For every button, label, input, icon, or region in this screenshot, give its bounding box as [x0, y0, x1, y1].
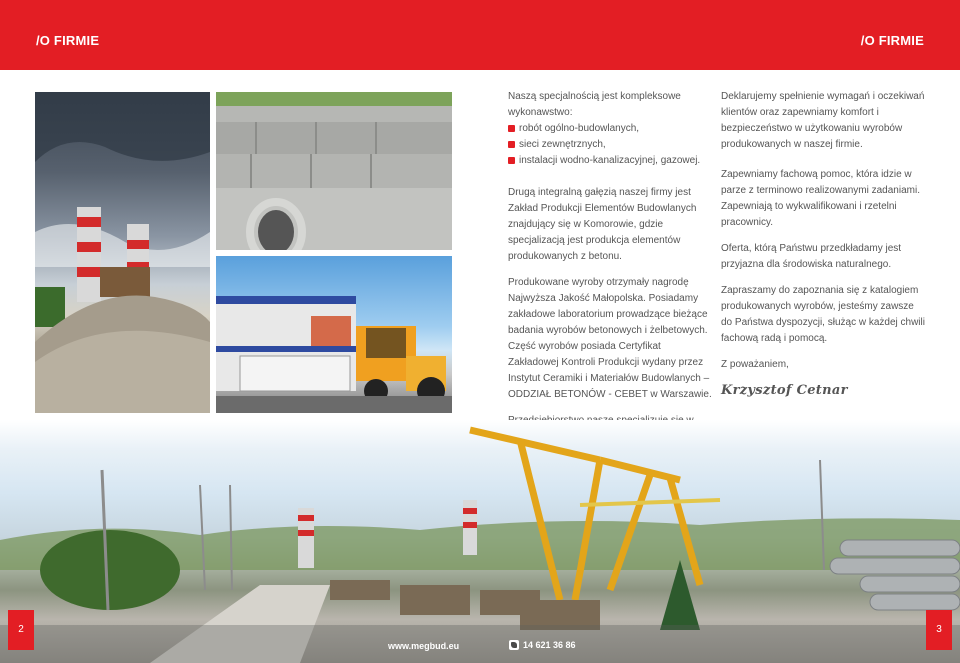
section-title-left: /O FIRMIE	[36, 33, 100, 48]
paragraph-awards: Produkowane wyroby otrzymały nagrodę Najwyższa Jakość Małopolska. Posiadamy zakładowe laboratorium prowadzące bieżące badania wyrobów betonowych i żelbetowych. Część wyrobów posiada Certyfikat Zakładowej Kontroli Produkcji wydany przez Instytut Ceramiki i Materiałów Budowlanych – ODDZIAŁ BETONÓW - CEBET w Warszawie.	[508, 277, 712, 400]
phone-number: 14 621 36 86	[523, 640, 576, 650]
list-item: sieci zewnętrznych,	[508, 137, 713, 153]
phone-icon	[509, 640, 519, 650]
paragraph-invitation: Zapraszamy do zapoznania się z katalogiem produkowanych wyrobów, jesteśmy zawsze do Państwa dyspozycji, służąc w każdej chwili fachową radą i pomocą.	[721, 285, 925, 344]
photo-silos-gravel	[35, 92, 210, 413]
photo-forklift-truck	[216, 256, 452, 413]
closing-text: Z poważaniem,	[721, 359, 789, 370]
services-list	[508, 121, 713, 169]
signature: Krzysztof Cetnar	[721, 383, 848, 398]
paragraph-production: Drugą integralną gałęzią naszej firmy jest Zakład Produkcji Elementów Budowlanych znajdujący się w Komorowie, gdzie specjalizacją jest produkcja elementów produkowanych z betonu.	[508, 187, 697, 262]
header-bar	[0, 0, 960, 70]
paragraph-assistance: Zapewniamy fachową pomoc, która idzie w parze z terminowo realizowanymi zadaniami. Zapewniają to wykwalifikowani i rzetelni pracownicy.	[721, 169, 920, 228]
website-link[interactable]: www.megbud.eu	[388, 641, 460, 651]
paragraph-declaration: Deklarujemy spełnienie wymagań i oczekiwań klientów oraz zapewniamy komfort i bezpieczeństwo w użytkowaniu wyrobów produkowanych w naszej firmie.	[721, 91, 925, 150]
panorama-plant-photo	[0, 420, 960, 663]
section-title-right: /O FIRMIE	[860, 33, 924, 48]
phone-contact	[509, 640, 576, 650]
page-number-right: 3	[926, 610, 952, 650]
text-column-right	[721, 89, 926, 399]
photo-concrete-pipes	[216, 92, 452, 250]
list-item: robót ogólno-budowlanych,	[508, 121, 713, 137]
intro-text: Naszą specjalnością jest kompleksowe wykonawstwo:	[508, 91, 681, 118]
paragraph-offer: Oferta, którą Państwu przedkładamy jest przyjazna dla środowiska naturalnego.	[721, 243, 902, 270]
page-number-left: 2	[8, 610, 34, 650]
list-item: instalacji wodno-kanalizacyjnej, gazowej.	[508, 153, 713, 169]
